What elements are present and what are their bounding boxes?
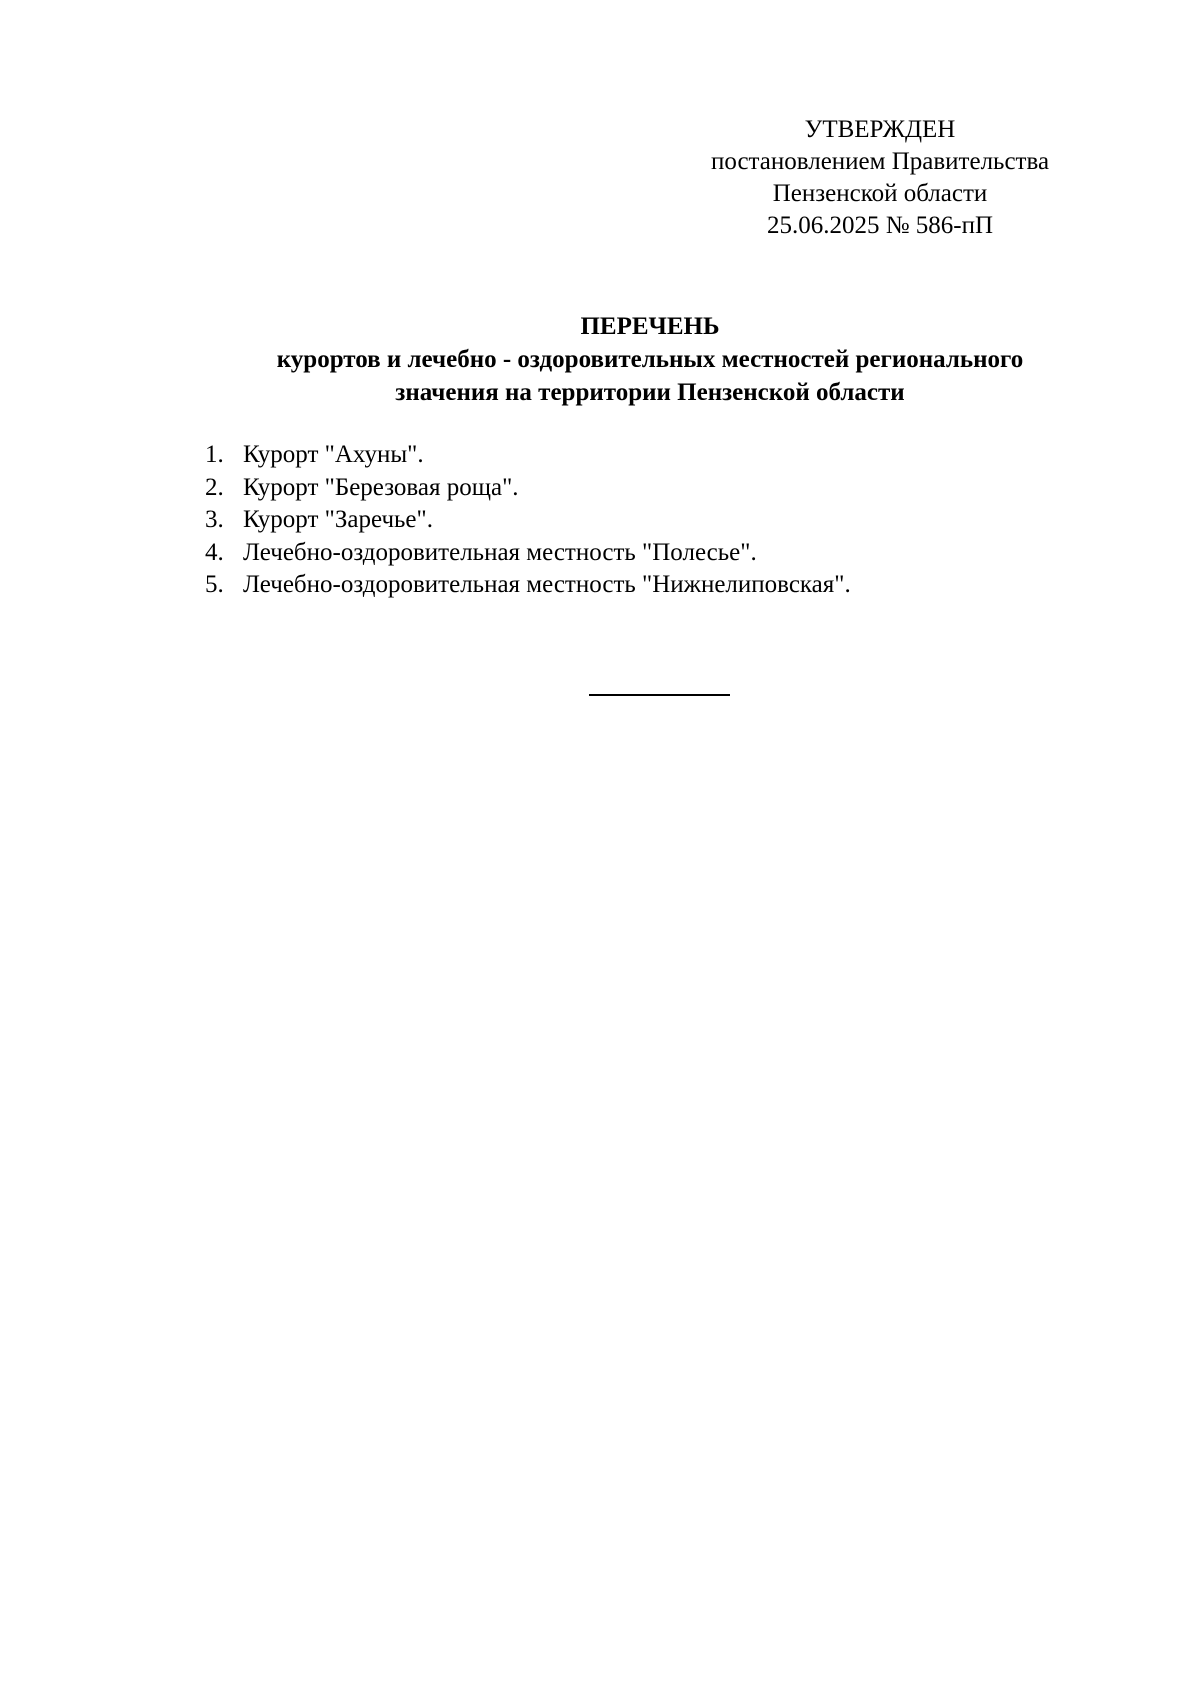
closing-divider xyxy=(589,694,730,696)
list-item-number: 4. xyxy=(205,538,224,566)
approval-resolution: постановлением Правительства xyxy=(710,148,1050,175)
approval-date-number: 25.06.2025 № 586-пП xyxy=(766,212,994,239)
title-heading: ПЕРЕЧЕНЬ xyxy=(580,313,720,340)
list-item-text: Курорт "Березовая роща". xyxy=(243,473,519,501)
list-item-text: Курорт "Заречье". xyxy=(243,506,433,533)
list-item xyxy=(205,537,851,570)
resort-list xyxy=(205,439,851,602)
title-subtitle-line2: значения на территории Пензенской области xyxy=(395,379,905,406)
list-item xyxy=(205,439,851,472)
document-title xyxy=(150,310,1150,409)
approval-stamp xyxy=(665,114,1095,242)
list-item-text: Лечебно-оздоровительная местность "Полесье". xyxy=(243,538,757,566)
list-item xyxy=(205,569,851,602)
list-item-number: 3. xyxy=(205,506,224,533)
approval-region: Пензенской области xyxy=(772,180,988,207)
list-item-number: 1. xyxy=(205,441,224,468)
list-item-text: Курорт "Ахуны". xyxy=(243,441,424,468)
list-item-number: 5. xyxy=(205,571,224,598)
list-item-number: 2. xyxy=(205,473,224,501)
approval-heading: УТВЕРЖДЕН xyxy=(804,116,956,143)
title-subtitle-line1: курортов и лечебно - оздоровительных местностей регионального xyxy=(276,346,1024,373)
list-item xyxy=(205,472,851,505)
list-item-text: Лечебно-оздоровительная местность "Нижнелиповская". xyxy=(243,571,851,598)
list-item xyxy=(205,504,851,537)
